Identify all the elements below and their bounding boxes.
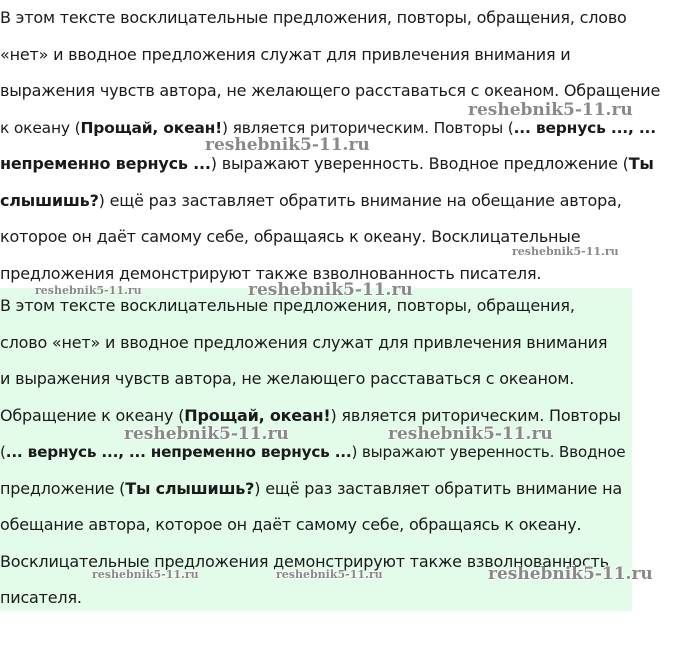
- bold-fragment: непременно вернусь ...: [0, 154, 211, 173]
- text-line: Восклицательные предложения демонстрируют также взволнованность: [0, 551, 609, 571]
- text-line: писателя.: [0, 588, 82, 607]
- watermark: reshebnik5-11.ru: [124, 424, 289, 444]
- watermark: reshebnik5-11.ru: [35, 284, 142, 297]
- text-line: «нет» и вводное предложения служат для привлечения внимания и: [0, 44, 571, 64]
- bold-fragment: Прощай, океан!: [80, 118, 223, 137]
- text-fragment: к океану (: [0, 118, 81, 137]
- answer-paragraph-2-highlighted: [0, 288, 632, 611]
- text-line: В этом тексте восклицательные предложения, повторы, обращения, слово: [0, 8, 627, 27]
- watermark: reshebnik5-11.ru: [205, 135, 370, 155]
- text-line: выражения чувств автора, не желающего расставаться с океаном. Обращение: [0, 81, 661, 100]
- watermark: reshebnik5-11.ru: [512, 245, 619, 258]
- watermark: reshebnik5-11.ru: [488, 564, 653, 584]
- watermark: reshebnik5-11.ru: [276, 568, 383, 581]
- text-line: которое он даёт самому себе, обращаясь к океану. Восклицательные: [0, 227, 581, 246]
- text-line: предложения демонстрируют также взволнованность писателя.: [0, 263, 542, 283]
- bold-fragment: Прощай, океан!: [184, 405, 331, 425]
- text-fragment: ) ещё раз заставляет обратить внимание на: [254, 478, 622, 498]
- watermark: reshebnik5-11.ru: [468, 100, 633, 120]
- text-line: В этом тексте восклицательные предложения, повторы, обращения,: [0, 296, 575, 315]
- bold-fragment: Ты слышишь?: [125, 478, 255, 498]
- watermark: reshebnik5-11.ru: [248, 280, 413, 300]
- bold-fragment: слышишь?: [0, 190, 99, 210]
- text-line: и выражения чувств автора, не желающего расставаться с океаном.: [0, 369, 575, 388]
- text-fragment: ) ещё раз заставляет обратить внимание на обещание автора,: [98, 190, 622, 210]
- bold-fragment: ... вернусь ..., ...: [513, 118, 656, 137]
- text-fragment: ) выражают уверенность. Вводное: [351, 443, 626, 461]
- watermark: reshebnik5-11.ru: [388, 424, 553, 444]
- text-fragment: предложение (: [0, 478, 126, 498]
- bold-fragment: Ты: [628, 154, 654, 173]
- text-fragment: Обращение к океану (: [0, 405, 185, 425]
- text-line: [0, 183, 660, 220]
- text-fragment: (: [0, 443, 6, 461]
- text-line: обещание автора, которое он даёт самому себе, обращаясь к океану.: [0, 515, 582, 534]
- watermark: reshebnik5-11.ru: [92, 568, 199, 581]
- text-fragment: ) является риторическим. Повторы: [330, 405, 621, 425]
- text-fragment: ) является риторическим. Повторы (: [222, 118, 514, 137]
- text-line: слово «нет» и вводное предложения служат для привлечения внимания: [0, 332, 608, 352]
- text-fragment: ) выражают уверенность. Вводное предложение (: [210, 154, 629, 173]
- text-line: [0, 471, 632, 508]
- bold-fragment: ... вернусь ..., ... непременно вернусь ...: [5, 443, 352, 461]
